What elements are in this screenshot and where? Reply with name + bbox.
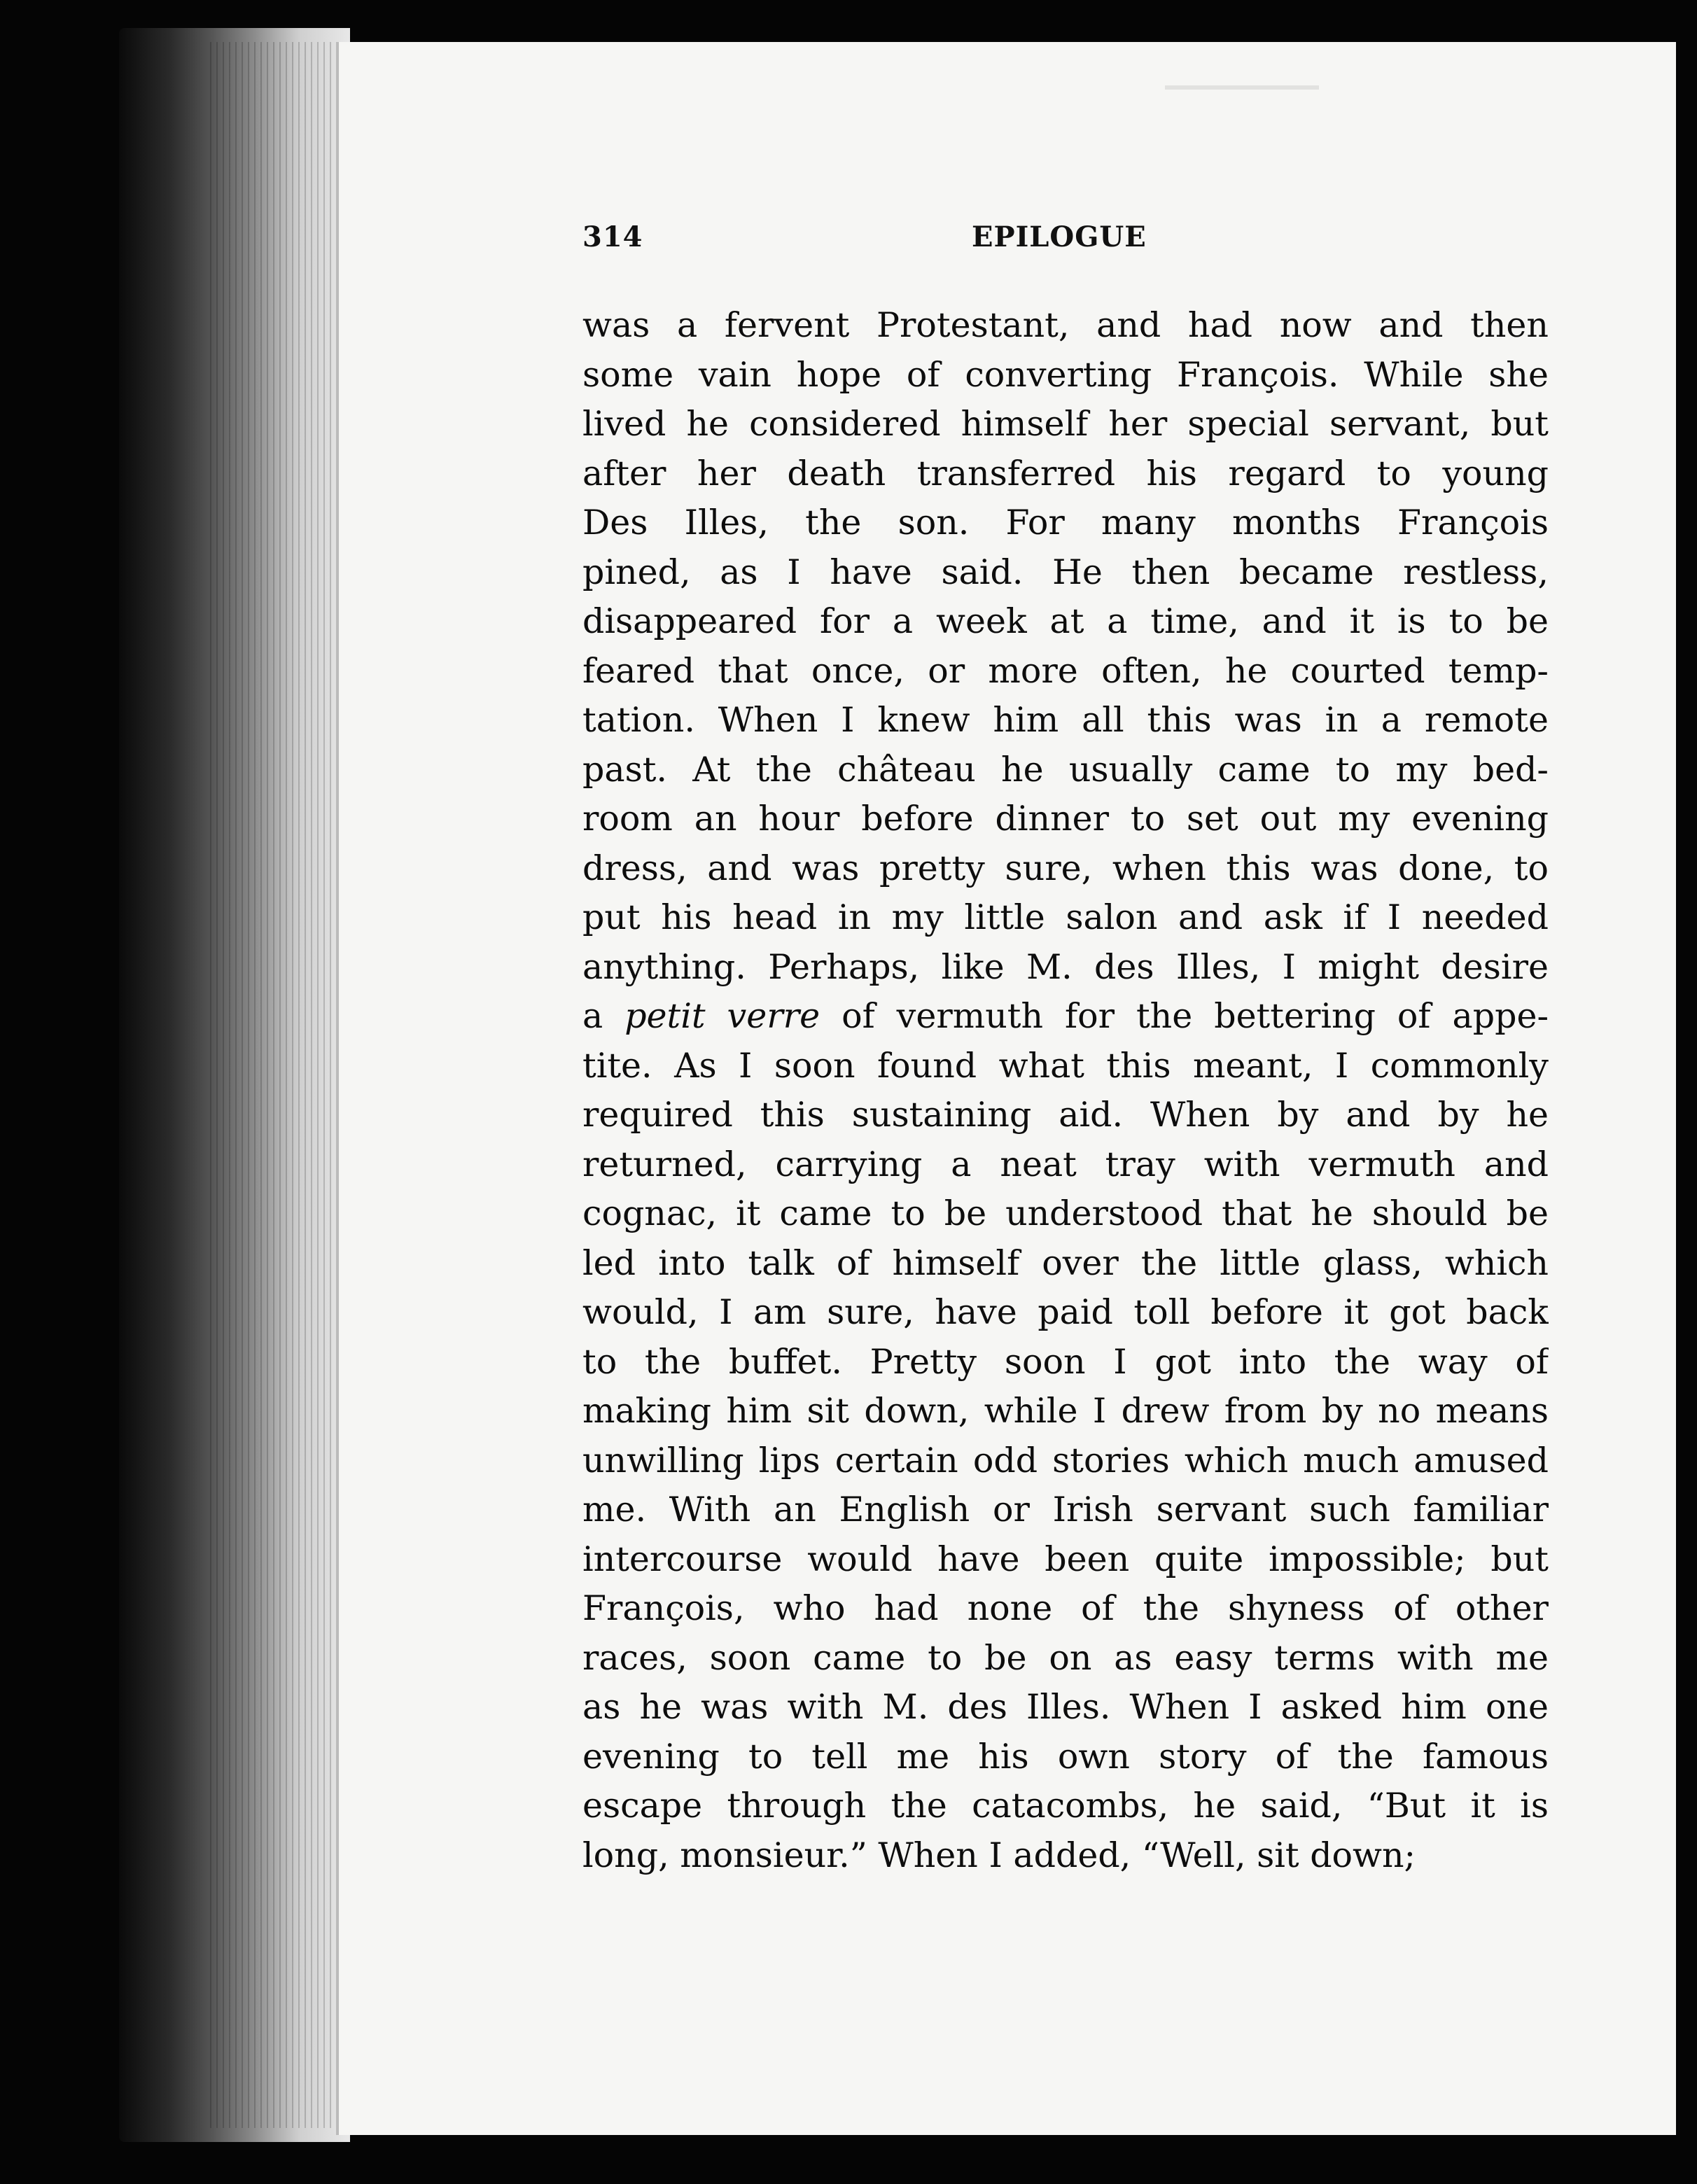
text-line: put his head in my little salon and ask if I needed: [582, 897, 1549, 937]
text-line: long, monsieur.” When I added, “Well, sit down;: [582, 1835, 1416, 1875]
text-line: returned, carrying a neat tray with vermuth and: [582, 1144, 1549, 1184]
text-line-mixed: [582, 992, 1549, 1042]
scan-artifact: [1165, 85, 1319, 90]
text-line: was a fervent Protestant, and had now and then: [582, 305, 1549, 345]
text-line: after her death transferred his regard to young: [582, 453, 1549, 493]
page-edge-lines: [210, 42, 343, 2128]
text-line: feared that once, or more often, he courted temp-: [582, 650, 1549, 691]
text-line: tation. When I knew him all this was in a remote: [582, 700, 1549, 740]
text-line: past. At the château he usually came to my bed-: [582, 749, 1549, 790]
italic-phrase: petit verre: [624, 996, 820, 1036]
text-line: intercourse would have been quite impossible; but: [582, 1539, 1549, 1579]
text-line: pined, as I have said. He then became restless,: [582, 552, 1549, 592]
text-line: Des Illes, the son. For many months François: [582, 503, 1549, 542]
text-line: room an hour before dinner to set out my evening: [582, 799, 1549, 839]
text-line: lived he considered himself her special servant, but: [582, 404, 1549, 444]
text-line: making him sit down, while I drew from by no means: [582, 1391, 1549, 1431]
text-line: to the buffet. Pretty soon I got into the way of: [582, 1341, 1549, 1382]
text-line: anything. Perhaps, like M. des Illes, I might desire: [582, 946, 1549, 987]
text-line: unwilling lips certain odd stories which much amused: [582, 1440, 1549, 1480]
text-line: evening to tell me his own story of the famous: [582, 1736, 1549, 1777]
text-line: me. With an English or Irish servant such familiar: [582, 1490, 1549, 1530]
text-line: cognac, it came to be understood that he should be: [582, 1194, 1549, 1233]
text-line: tite. As I soon found what this meant, I commonly: [582, 1045, 1549, 1086]
text-line: disappeared for a week at a time, and it is to be: [582, 601, 1549, 641]
text-line: as he was with M. des Illes. When I asked him one: [582, 1687, 1549, 1727]
text-line: led into talk of himself over the little glass, which: [582, 1242, 1549, 1283]
text-line: races, soon came to be on as easy terms with me: [582, 1637, 1549, 1678]
text-fragment: of vermuth for the bettering of appe-: [841, 996, 1549, 1036]
text-line: François, who had none of the shyness of other: [582, 1588, 1549, 1628]
text-line: escape through the catacombs, he said, “But it is: [582, 1786, 1549, 1826]
running-head: EPILOGUE: [972, 220, 1147, 253]
text-line: dress, and was pretty sure, when this was done, to: [582, 848, 1549, 888]
text-line: required this sustaining aid. When by and by he: [582, 1095, 1549, 1135]
text-line: some vain hope of converting François. While she: [582, 354, 1549, 395]
body-text: [582, 301, 1549, 1880]
text-fragment: a: [582, 996, 603, 1036]
page-number: 314: [582, 220, 643, 253]
text-line: would, I am sure, have paid toll before it got back: [582, 1292, 1549, 1332]
page-header: [582, 220, 1546, 255]
